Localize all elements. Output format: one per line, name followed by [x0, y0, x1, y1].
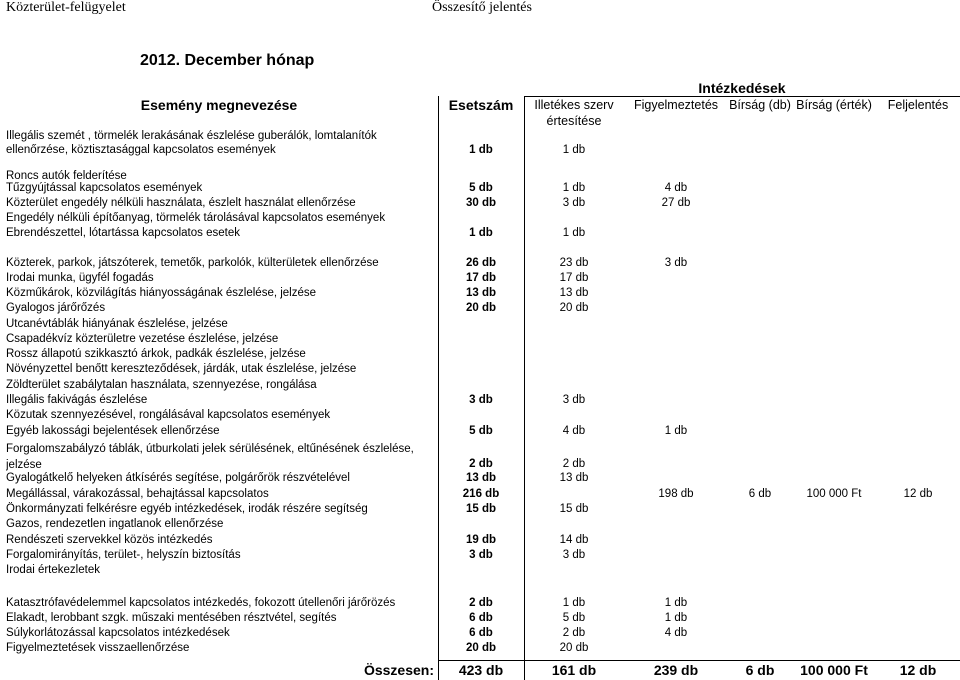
- notify-cell: 20 db: [559, 642, 589, 654]
- event-cell: Elakadt, lerobbant szgk. műszaki mentésében résztvétel, segítés: [6, 612, 337, 624]
- column-header-actions: Intézkedések: [698, 80, 786, 96]
- notify-cell: 13 db: [559, 472, 589, 484]
- count-cell: 13 db: [465, 472, 497, 484]
- notify-cell: 1 db: [562, 597, 586, 609]
- total-fine-value: 100 000 Ft: [800, 662, 868, 678]
- warning-cell: 4 db: [664, 627, 688, 639]
- warning-cell: 1 db: [664, 612, 688, 624]
- event-cell: Tűzgyújtással kapcsolatos események: [6, 182, 203, 194]
- event-cell: Közterek, parkok, játszóterek, temetők, parkolók, külterületek ellenőrzése: [6, 257, 379, 269]
- notify-cell: 5 db: [562, 612, 586, 624]
- count-cell: 2 db: [469, 458, 493, 470]
- notify-cell: 2 db: [562, 627, 586, 639]
- event-cell: Önkormányzati felkérésre egyéb intézkedések, irodák részére segítség: [6, 503, 368, 515]
- notify-cell: 15 db: [559, 503, 589, 515]
- event-cell: Irodai értekezletek: [6, 564, 100, 576]
- notify-cell: 1 db: [562, 144, 586, 156]
- header-left: Közterület-felügyelet: [6, 0, 126, 15]
- column-header-count: Esetszám: [448, 97, 514, 113]
- event-cell: Közutak szennyezésével, rongálásával kapcsolatos események: [6, 409, 331, 421]
- total-notify: 161 db: [551, 662, 597, 678]
- event-cell: Közterület engedély nélküli használata, észlelt használat ellenőrzése: [6, 197, 356, 209]
- event-cell: Növényzettel benőtt kereszteződések, járdák, utak észlelése, jelzése: [6, 363, 357, 375]
- count-cell: 19 db: [465, 534, 497, 546]
- event-cell: Gyalogátkelő helyeken átkísérés segítése, polgárőrök részvételével: [6, 472, 350, 484]
- notify-cell: 17 db: [559, 272, 589, 284]
- total-label: Összesen:: [363, 662, 434, 678]
- event-cell: Egyéb lakossági bejelentések ellenőrzése: [6, 425, 220, 437]
- report-title: 2012. December hónap: [140, 52, 315, 69]
- notify-cell: 3 db: [562, 549, 586, 561]
- column-header-event: Esemény megnevezése: [140, 97, 298, 113]
- notify-cell: 4 db: [562, 425, 586, 437]
- notify-cell: 3 db: [562, 197, 586, 209]
- event-cell: Súlykorlátozással kapcsolatos intézkedések: [6, 627, 230, 639]
- total-count: 423 db: [458, 662, 504, 678]
- total-fine-count: 6 db: [745, 662, 775, 678]
- count-cell: 13 db: [465, 287, 497, 299]
- event-cell: Figyelmeztetések visszaellenőrzése: [6, 642, 190, 654]
- count-cell: 3 db: [469, 549, 493, 561]
- column-header-fine-value: Bírság (érték): [796, 98, 872, 112]
- count-cell: 3 db: [469, 394, 493, 406]
- count-cell: 17 db: [465, 272, 497, 284]
- notify-cell: 1 db: [562, 227, 586, 239]
- count-cell: 6 db: [469, 627, 493, 639]
- count-cell: 5 db: [469, 182, 493, 194]
- notify-cell: 23 db: [559, 257, 589, 269]
- event-cell: Megállással, várakozással, behajtással kapcsolatos: [6, 488, 269, 500]
- report-cell: 12 db: [903, 488, 933, 500]
- notify-cell: 13 db: [559, 287, 589, 299]
- column-header-report: Feljelentés: [887, 98, 949, 112]
- notify-cell: 20 db: [559, 302, 589, 314]
- event-cell: Gyalogos járőrőzés: [6, 302, 106, 314]
- warning-cell: 1 db: [664, 425, 688, 437]
- event-cell: Utcanévtáblák hiányának észlelése, jelzése: [6, 318, 228, 330]
- count-cell: 15 db: [465, 503, 497, 515]
- warning-cell: 3 db: [664, 257, 688, 269]
- warning-cell: 198 db: [658, 488, 694, 500]
- fine-value-cell: 100 000 Ft: [806, 488, 862, 500]
- event-cell: Rossz állapotú szikkasztó árkok, padkák észlelése, jelzése: [6, 348, 306, 360]
- notify-cell: 3 db: [562, 394, 586, 406]
- event-cell: Ebrendészettel, lótartássa kapcsolatos esetek: [6, 227, 240, 239]
- event-cell: Csapadékvíz közterületre vezetése észlelése, jelzése: [6, 333, 279, 345]
- count-cell: 5 db: [469, 425, 493, 437]
- event-cell: Zöldterület szabálytalan használata, szennyezése, rongálása: [6, 379, 317, 391]
- event-cell: Engedély nélküli építőanyag, törmelék tárolásával kapcsolatos események: [6, 212, 386, 224]
- event-cell: Közműkárok, közvilágítás hiányosságának észlelése, jelzése: [6, 287, 317, 299]
- total-warning: 239 db: [653, 662, 699, 678]
- warning-cell: 4 db: [664, 182, 688, 194]
- count-cell: 1 db: [469, 227, 493, 239]
- warning-cell: 1 db: [664, 597, 688, 609]
- count-cell: 20 db: [465, 302, 497, 314]
- notify-cell: 2 db: [562, 458, 586, 470]
- count-cell: 216 db: [462, 488, 500, 500]
- event-cell: Illegális szemét , törmelék lerakásának észlelése guberálók, lomtalanítók ellenőrzése, köztisztasággal kapcsolatos események: [6, 130, 377, 156]
- event-cell: Rendészeti szervekkel közös intézkedés: [6, 534, 213, 546]
- count-cell: 26 db: [465, 257, 497, 269]
- count-cell: 2 db: [469, 597, 493, 609]
- count-cell: 20 db: [465, 642, 497, 654]
- column-header-warning: Figyelmeztetés: [633, 98, 719, 112]
- event-cell: Katasztrófavédelemmel kapcsolatos intézkedés, fokozott útellenőri járőrözés: [6, 597, 396, 609]
- header-right: Összesítő jelentés: [432, 0, 532, 15]
- event-cell: Irodai munka, ügyfél fogadás: [6, 272, 154, 284]
- column-header-fine-count: Bírság (db): [729, 98, 791, 112]
- event-cell: Roncs autók felderítése: [6, 170, 127, 182]
- event-cell: Forgalomirányítás, terület-, helyszín biztosítás: [6, 549, 241, 561]
- count-cell: 1 db: [469, 144, 493, 156]
- warning-cell: 27 db: [661, 197, 691, 209]
- notify-cell: 14 db: [559, 534, 589, 546]
- event-cell: Gazos, rendezetlen ingatlanok ellenőrzése: [6, 518, 224, 530]
- event-cell: Illegális fakivágás észlelése: [6, 394, 148, 406]
- count-cell: 30 db: [465, 197, 497, 209]
- event-cell: Forgalomszabályzó táblák, útburkolati jelek sérülésének, eltűnésének észlelése, jelzése: [6, 443, 414, 471]
- column-header-notify: Illetékes szerv értesítése: [534, 98, 614, 128]
- fine-count-cell: 6 db: [748, 488, 772, 500]
- notify-cell: 1 db: [562, 182, 586, 194]
- total-report: 12 db: [899, 662, 937, 678]
- count-cell: 6 db: [469, 612, 493, 624]
